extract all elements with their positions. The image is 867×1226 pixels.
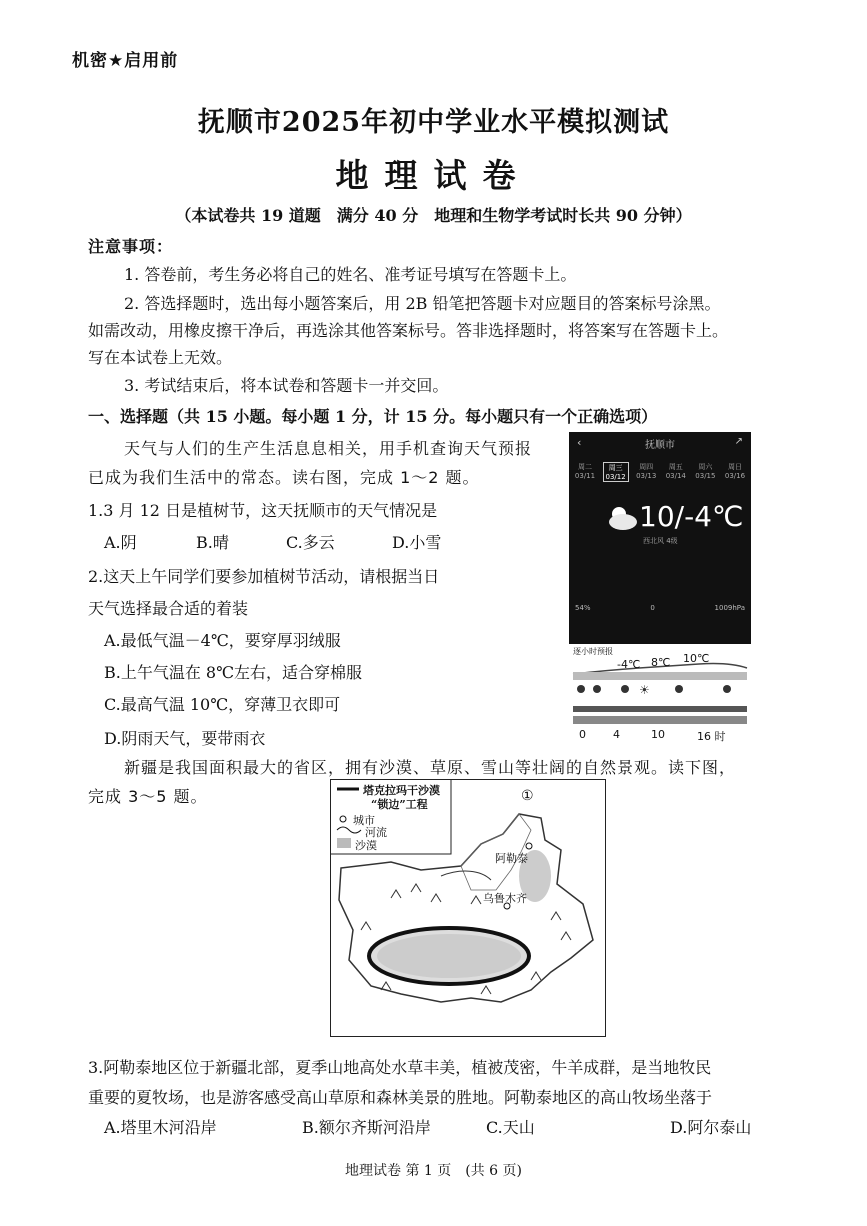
legend-project: “锁边”工程 xyxy=(371,798,428,811)
notes-heading: 注意事项： xyxy=(88,237,174,256)
q2-stem-line2: 天气选择最合适的着装 xyxy=(88,599,249,618)
day-3: 周四 03/13 xyxy=(636,463,657,480)
secret-label: 机密★启用前 xyxy=(72,51,179,71)
hour-temp-2: 8℃ xyxy=(651,656,671,669)
hour-tick-4: 16 时 xyxy=(697,730,726,743)
page-footer: 地理试卷 第 1 页 (共 6 页) xyxy=(345,1163,522,1179)
note-3: 3. 考试结束后，将本试卷和答题卡一并交回。 xyxy=(124,376,449,395)
pressure-value: 1009hPa xyxy=(714,604,745,612)
q3-stem-line2: 重要的夏牧场，也是游客感受高山草原和森林美景的胜地。阿勒泰地区的高山牧场坐落于 xyxy=(88,1088,713,1107)
weather-app-screenshot xyxy=(569,432,751,644)
legend-river: 河流 xyxy=(365,826,387,839)
weather-days-row xyxy=(573,462,747,482)
hour-temp-1: -4℃ xyxy=(617,658,641,671)
city-altay: 阿勒泰 xyxy=(495,852,528,865)
q1-option-c: C.多云 xyxy=(286,533,335,552)
day-4: 周五 03/14 xyxy=(665,463,686,480)
hour-tick-2: 4 xyxy=(613,728,620,741)
share-icon: ↗ xyxy=(734,436,743,447)
q2-option-a: A.最低气温－4℃，要穿厚羽绒服 xyxy=(104,631,341,650)
hourly-weather-icons xyxy=(577,683,731,697)
exam-info: （本试卷共 19 道题 满分 40 分 地理和生物学考试时长共 90 分钟） xyxy=(175,206,692,225)
day-6: 周日 03/16 xyxy=(724,463,746,480)
note-2-line2: 如需改动，用橡皮擦干净后，再选涂其他答案标号。答非选择题时，将答案写在答题卡上。 xyxy=(88,321,729,340)
q1-option-b: B.晴 xyxy=(196,533,229,552)
q3-stem-line1: 3.阿勒泰地区位于新疆北部，夏季山地高处水草丰美，植被茂密，牛羊成群，是当地牧民 xyxy=(88,1058,712,1077)
hour-temp-3: 10℃ xyxy=(683,652,710,665)
q2-option-d: D.阴雨天气，要带雨衣 xyxy=(104,729,266,748)
hour-tick-1: 0 xyxy=(579,728,586,741)
subject-title: 地理试卷 xyxy=(335,156,532,195)
weather-temp: 10/-4℃ xyxy=(639,500,744,533)
note-2-line3: 写在本试卷上无效。 xyxy=(88,348,233,367)
humidity-value: 54% xyxy=(575,604,591,612)
intro-2-line2: 完成 3～5 题。 xyxy=(88,787,208,806)
q1-option-d: D.小雪 xyxy=(392,533,442,552)
day-1: 周二 03/11 xyxy=(574,463,596,480)
weather-city: 抚顺市 xyxy=(645,440,675,451)
precip-value: 0 xyxy=(650,604,655,612)
q1-stem: 1.3 月 12 日是植树节，这天抚顺市的天气情况是 xyxy=(88,501,438,520)
weather-stats xyxy=(575,604,745,612)
back-icon: ‹ xyxy=(577,436,582,449)
map-marker-1: ① xyxy=(521,788,534,804)
xinjiang-map xyxy=(330,779,606,1037)
legend-city: 城市 xyxy=(353,814,375,827)
weather-wind: 西北风 4级 xyxy=(643,537,678,545)
q3-option-b: B.额尔齐斯河沿岸 xyxy=(302,1118,431,1137)
city-urumqi: 乌鲁木齐 xyxy=(483,892,527,905)
note-1: 1. 答卷前，考生务必将自己的姓名、准考证号填写在答题卡上。 xyxy=(124,265,577,284)
q2-option-c: C.最高气温 10℃，穿薄卫衣即可 xyxy=(104,695,341,714)
cloudy-icon xyxy=(605,504,639,532)
q2-stem-line1: 2.这天上午同学们要参加植树节活动，请根据当日 xyxy=(88,567,440,586)
legend-desert: 沙漠 xyxy=(355,839,377,852)
hourly-forecast xyxy=(569,644,751,744)
q3-option-d: D.阿尔泰山 xyxy=(670,1118,752,1137)
legend-desert-name: 塔克拉玛干沙漠 xyxy=(363,784,440,797)
intro-1-line1: 天气与人们的生产生活息息相关，用手机查询天气预报 xyxy=(124,439,533,458)
day-2: 周三 03/12 xyxy=(603,462,629,482)
day-5: 周六 03/15 xyxy=(695,463,716,480)
exam-title: 抚顺市2025年初中学业水平模拟测试 xyxy=(197,107,670,138)
note-2-line1: 2. 答选择题时，选出每小题答案后，用 2B 铅笔把答题卡对应题目的答案标号涂黑。 xyxy=(124,294,721,313)
section-heading: 一、选择题（共 15 小题。每小题 1 分，计 15 分。每小题只有一个正确选项） xyxy=(88,407,658,426)
intro-2-line1: 新疆是我国面积最大的省区，拥有沙漠、草原、雪山等壮阔的自然景观。读下图， xyxy=(124,758,737,777)
svg-text:☀: ☀ xyxy=(639,683,650,697)
q2-option-b: B.上午气温在 8℃左右，适合穿棉服 xyxy=(104,663,363,682)
q3-option-c: C.天山 xyxy=(486,1118,535,1137)
q1-option-a: A.阴 xyxy=(104,533,137,552)
hour-tick-3: 10 xyxy=(651,728,665,741)
q3-option-a: A.塔里木河沿岸 xyxy=(104,1118,217,1137)
intro-1-line2: 已成为我们生活中的常态。读右图，完成 1～2 题。 xyxy=(88,468,480,487)
hourly-label: 逐小时预报 xyxy=(573,647,613,656)
